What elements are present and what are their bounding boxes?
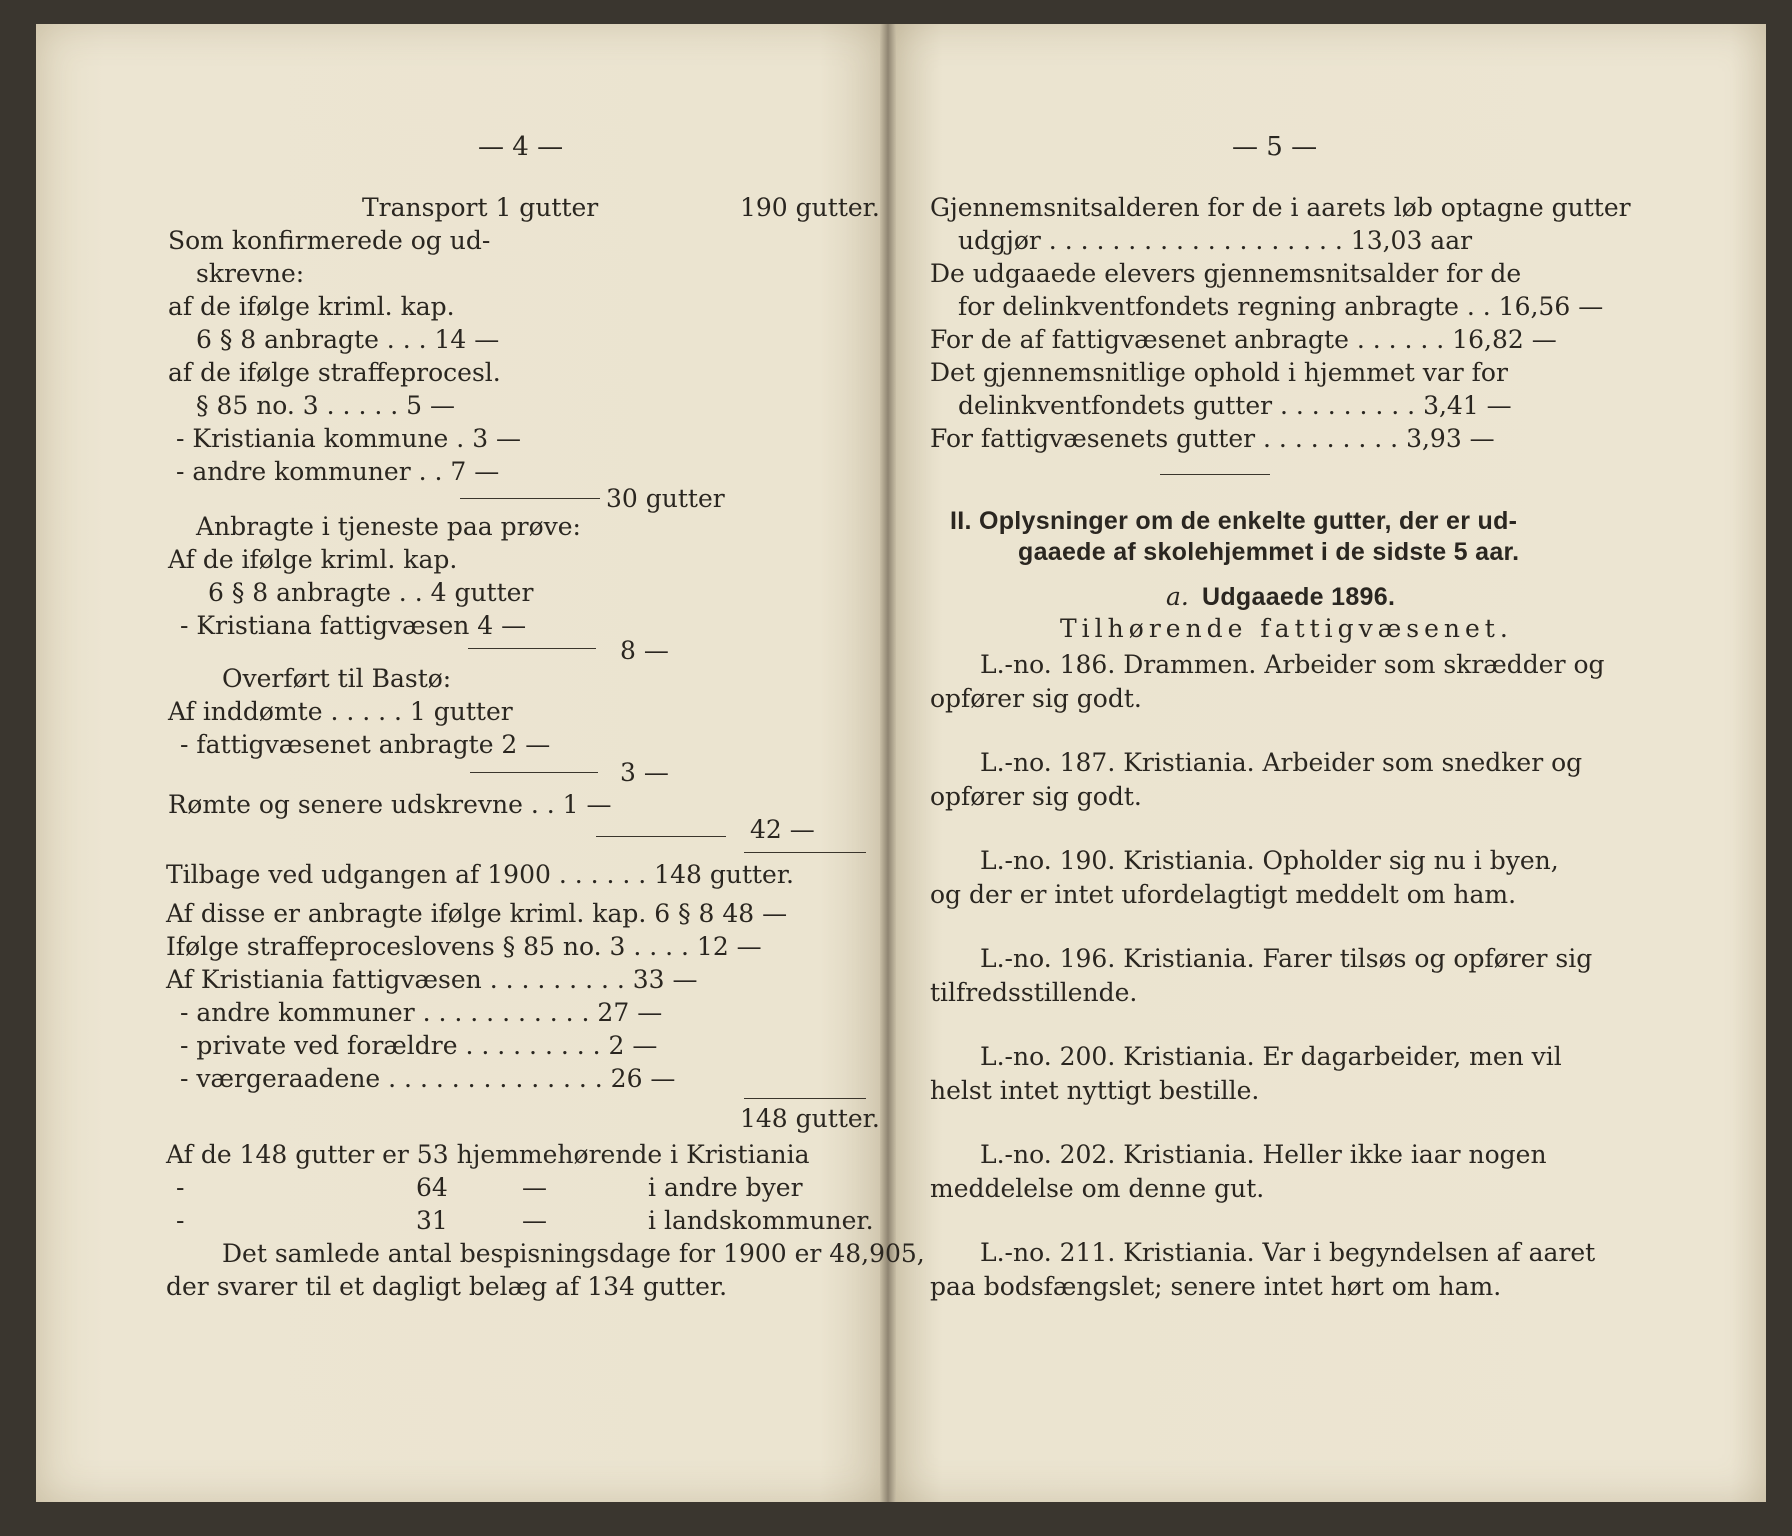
text-line: Overført til Bastø: bbox=[222, 664, 452, 693]
text-line: delinkventfondets gutter . . . . . . . . . 3,41 — bbox=[958, 391, 1512, 420]
text-line: 148 gutter. bbox=[740, 1104, 880, 1133]
text-line: Transport 1 gutter bbox=[362, 193, 599, 222]
text-line: - andre kommuner . . . . . . . . . . . 27 — bbox=[180, 998, 663, 1027]
text-line: Ifølge straffeproceslovens § 85 no. 3 . . . . 12 — bbox=[166, 932, 762, 961]
text-line: 64 bbox=[416, 1173, 448, 1202]
page-number-right: — 5 — bbox=[1232, 132, 1318, 162]
text-line: af de ifølge straffeprocesl. bbox=[168, 358, 501, 387]
text-line: § 85 no. 3 . . . . . 5 — bbox=[196, 391, 455, 420]
text-line: Gjennemsnitsalderen for de i aarets løb optagne gutter bbox=[930, 193, 1631, 222]
text-line: 3 — bbox=[620, 758, 669, 787]
text-line: - værgeraadene . . . . . . . . . . . . . . 26 — bbox=[180, 1064, 676, 1093]
text-line: i andre byer bbox=[648, 1173, 803, 1202]
text-line: Af de ifølge kriml. kap. bbox=[168, 545, 458, 574]
entry-line: paa bodsfængslet; senere intet hørt om ham. bbox=[930, 1272, 1502, 1301]
text-line: 8 — bbox=[620, 636, 669, 665]
entry-line: og der er intet ufordelagtigt meddelt om ham. bbox=[930, 880, 1517, 909]
sum-rule bbox=[468, 648, 596, 649]
text-line: Som konfirmerede og ud- bbox=[168, 226, 491, 255]
text-line: — bbox=[522, 1206, 547, 1235]
text-line: Tilbage ved udgangen af 1900 . . . . . . 148 gutter. bbox=[166, 860, 794, 889]
entry-line: helst intet nyttigt bestille. bbox=[930, 1076, 1260, 1105]
text-line: Det gjennemsnitlige ophold i hjemmet var for bbox=[930, 358, 1508, 387]
text-line: 190 gutter. bbox=[740, 193, 880, 222]
text-line: 42 — bbox=[750, 815, 815, 844]
text-line: — bbox=[522, 1173, 547, 1202]
entry-line: L.-no. 211. Kristiania. Var i begyndelsen af aaret bbox=[980, 1238, 1596, 1267]
entry-line: opfører sig godt. bbox=[930, 684, 1142, 713]
subheading: Tilhørende fattigvæsenet. bbox=[1060, 614, 1513, 643]
text-line: - bbox=[176, 1173, 185, 1202]
text-line: For de af fattigvæsenet anbragte . . . . . . 16,82 — bbox=[930, 325, 1557, 354]
book-spine bbox=[880, 24, 896, 1502]
section-heading: gaaede af skolehjemmet i de sidste 5 aar. bbox=[1018, 538, 1520, 566]
section-heading: II. Oplysninger om de enkelte gutter, der er ud- bbox=[950, 507, 1518, 535]
text-line: For fattigvæsenets gutter . . . . . . . . . 3,93 — bbox=[930, 424, 1495, 453]
text-line: skrevne: bbox=[196, 259, 305, 288]
entry-line: L.-no. 190. Kristiania. Opholder sig nu i byen, bbox=[980, 846, 1559, 875]
text-line: Af inddømte . . . . . 1 gutter bbox=[168, 697, 513, 726]
text-line: De udgaaede elevers gjennemsnitsalder for de bbox=[930, 259, 1522, 288]
sum-rule bbox=[470, 772, 598, 773]
text-line: af de ifølge kriml. kap. bbox=[168, 292, 455, 321]
text-line: for delinkventfondets regning anbragte . . 16,56 — bbox=[958, 292, 1604, 321]
entry-line: L.-no. 186. Drammen. Arbeider som skrædder og bbox=[980, 650, 1605, 679]
text-line: - andre kommuner . . 7 — bbox=[176, 457, 500, 486]
entry-line: L.-no. 196. Kristiania. Farer tilsøs og opfører sig bbox=[980, 944, 1593, 973]
subsection-heading: Udgaaede 1896. bbox=[1202, 583, 1396, 611]
entry-line: L.-no. 187. Kristiania. Arbeider som snedker og bbox=[980, 748, 1583, 777]
sum-rule bbox=[744, 852, 866, 853]
text-line: udgjør . . . . . . . . . . . . . . . . . . . 13,03 aar bbox=[958, 226, 1473, 255]
subsection-label: a. bbox=[1166, 582, 1189, 611]
text-line: Af Kristiania fattigvæsen . . . . . . . . . 33 — bbox=[166, 965, 698, 994]
text-line: - Kristiana fattigvæsen 4 — bbox=[180, 611, 527, 640]
text-line: der svarer til et dagligt belæg af 134 gutter. bbox=[166, 1272, 728, 1301]
divider bbox=[1160, 474, 1270, 475]
text-line: - Kristiania kommune . 3 — bbox=[176, 424, 522, 453]
entry-line: meddelelse om denne gut. bbox=[930, 1174, 1265, 1203]
sum-rule bbox=[744, 1098, 866, 1099]
text-line: 31 bbox=[416, 1206, 448, 1235]
text-line: i landskommuner. bbox=[648, 1206, 874, 1235]
text-line: Af de 148 gutter er 53 hjemmehørende i Kristiania bbox=[166, 1140, 810, 1169]
page-number-left: — 4 — bbox=[478, 132, 564, 162]
text-line: - private ved forældre . . . . . . . . . 2 — bbox=[180, 1031, 658, 1060]
text-line: - bbox=[176, 1206, 185, 1235]
text-line: 30 gutter bbox=[606, 484, 725, 513]
text-line: Af disse er anbragte ifølge kriml. kap. 6 § 8 48 — bbox=[166, 899, 788, 928]
sum-rule bbox=[596, 836, 726, 837]
text-line: Rømte og senere udskrevne . . 1 — bbox=[168, 790, 612, 819]
entry-line: tilfredsstillende. bbox=[930, 978, 1138, 1007]
sum-rule bbox=[460, 498, 600, 499]
text-line: Anbragte i tjeneste paa prøve: bbox=[196, 512, 581, 541]
text-line: Det samlede antal bespisningsdage for 1900 er 48,905, bbox=[222, 1239, 925, 1268]
text-line: 6 § 8 anbragte . . 4 gutter bbox=[208, 578, 534, 607]
entry-line: L.-no. 202. Kristiania. Heller ikke iaar nogen bbox=[980, 1140, 1547, 1169]
text-line: - fattigvæsenet anbragte 2 — bbox=[180, 730, 551, 759]
entry-line: opfører sig godt. bbox=[930, 782, 1142, 811]
text-line: 6 § 8 anbragte . . . 14 — bbox=[196, 325, 500, 354]
entry-line: L.-no. 200. Kristiania. Er dagarbeider, men vil bbox=[980, 1042, 1562, 1071]
